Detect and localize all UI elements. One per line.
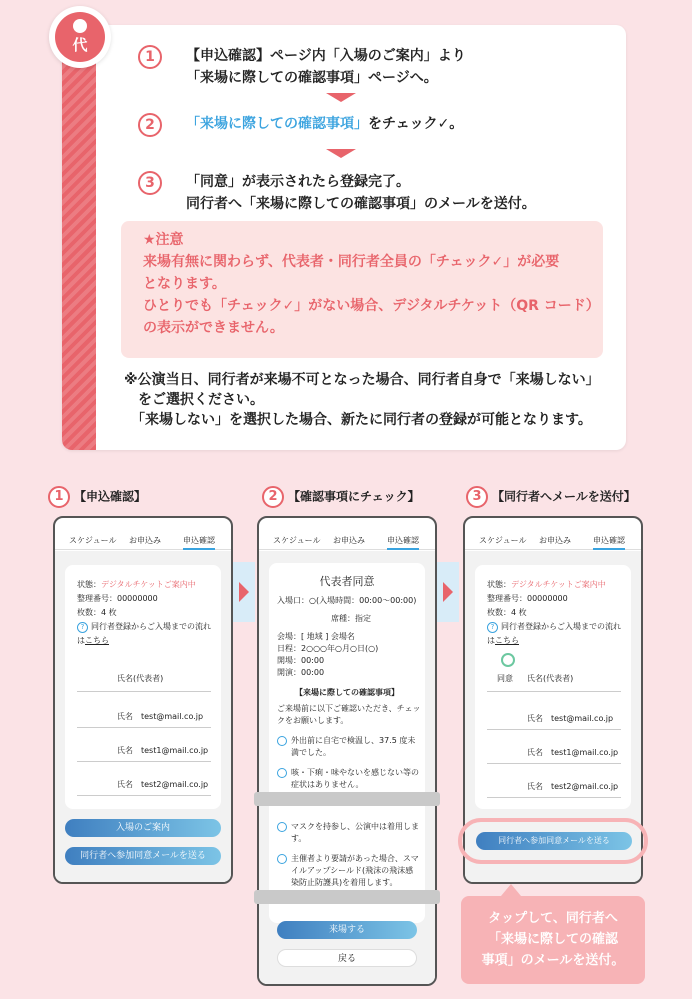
start-time: 開演：00:00 [277,668,325,677]
intro-text: クをお願いします。 [277,716,349,725]
tab-bar [55,518,231,550]
companion-name: 氏名 test@mail.co.jp [527,714,614,723]
back-button[interactable]: 戻る [277,949,417,967]
person-icon [73,19,87,33]
footnote [124,370,614,430]
check-item[interactable]: マスクを持参し、公演中は着用しま [277,821,419,832]
phone-application-confirm [53,516,233,884]
check-circle-icon [277,854,287,864]
check-circle-icon [277,736,287,746]
companion-name: 氏名 test@mail.co.jp [117,712,204,721]
check-circle-icon [277,822,287,832]
instruction-card [62,25,626,450]
ticket-panel: 状態：デジタルチケットご案内中 整理番号：00000000 枚数：4 枚 ? 同行者登録からご入場までの流れ はこちら 氏名(代表者) 氏名 test@mail.co.jp 氏名 test1@mail.co.jp 氏名 test2@mail.co.jp [65,565,221,809]
step-number: 3 [138,171,162,195]
intro-text: ご来場前に以下ご確認いただき、チェッ [277,704,421,713]
tab-confirm[interactable]: 申込確認 [387,535,419,550]
omission-mark [254,890,440,904]
status-value: デジタルチケットご案内中 [511,580,606,589]
tab-apply[interactable]: お申込み [129,536,161,545]
open-time: 開場：00:00 [277,656,325,665]
help-text: 同行者登録からご入場までの流れ [501,622,621,631]
notice-line: となります。 [143,276,226,292]
column-title-2: 2 【確認事項にチェック】 [262,486,420,508]
tab-schedule[interactable]: スケジュール [273,536,321,545]
down-arrow-icon [326,93,356,102]
companion-name: 氏名 test2@mail.co.jp [117,780,209,789]
next-arrow-icon [233,562,255,622]
tap-callout [461,896,645,984]
omission-mark [254,792,440,806]
companion-name: 氏名(代表者) [527,674,574,683]
entry-guide-button[interactable]: 入場のご案内 [65,819,221,837]
tab-confirm[interactable]: 申込確認 [593,535,625,550]
step-2-highlight: 「来場に際しての確認事項」 [186,116,368,132]
footnote-line: ※公演当日、同行者が来場不可となった場合、同行者自身で「来場しない」 [124,372,600,388]
help-icon: ? [77,622,88,633]
step-3-line1: 「同意」が表示されたら登録完了。 [186,174,410,190]
down-arrow-icon [326,149,356,158]
step-3-line2: 同行者へ「来場に際しての確認事項」のメールを送付。 [186,196,536,212]
seat-info: 席種：指定 [331,614,371,623]
venue-info: 会場：[ 地域 ] 会場名 [277,632,355,641]
step-1-line1: 【申込確認】ページ内「入場のご案内」より [186,48,466,64]
attend-button[interactable]: 来場する [277,921,417,939]
ticket-count: 枚数：4 枚 [487,608,527,617]
tab-apply[interactable]: お申込み [539,536,571,545]
help-text: 同行者登録からご入場までの流れ [91,622,211,631]
help-link[interactable]: こちら [85,636,109,645]
notice-line: ひとりでも「チェック✓」がない場合、デジタルチケット（QR コード） [143,298,600,314]
next-arrow-icon [437,562,459,622]
ticket-number: 整理番号：00000000 [487,594,568,603]
tab-apply[interactable]: お申込み [333,536,365,545]
tab-schedule[interactable]: スケジュール [69,536,117,545]
consent-title: 代表者同意 [319,575,375,588]
representative-badge [49,6,111,68]
check-circle-icon [277,768,287,778]
companion-name: 氏名(代表者) [117,674,164,683]
notice-line: の表示ができません。 [143,320,284,336]
check-item[interactable]: 主催者より要請があった場合、スマ [277,853,419,864]
footnote-line: 「来場しない」を選択した場合、新たに同行者の登録が可能となります。 [124,412,592,428]
tab-bar [259,518,435,550]
notice-line: 来場有無に関わらず、代表者・同行者全員の「チェック✓」が必要 [143,254,560,270]
footnote-line: をご選択ください。 [124,392,264,408]
check-item[interactable]: 咳・下痢・味やないを感じない等の [277,767,419,778]
notice-title: ★注意 [143,232,184,248]
step-1-line2: 「来場に際しての確認事項」ページへ。 [186,70,438,86]
companion-name: 氏名 test1@mail.co.jp [117,746,209,755]
step-number: 2 [138,113,162,137]
agree-circle-icon [501,653,515,667]
help-icon: ? [487,622,498,633]
step-number: 1 [138,45,162,69]
step-2-rest: をチェック✓。 [368,116,464,132]
send-consent-mail-button[interactable]: 同行者へ参加同意メールを送る [476,832,632,850]
section-title: 【来場に際しての確認事項】 [295,688,399,697]
companion-name: 氏名 test1@mail.co.jp [527,748,619,757]
help-link[interactable]: こちら [495,636,519,645]
column-title-1: 1 【申込確認】 [48,486,146,508]
tab-schedule[interactable]: スケジュール [479,536,527,545]
status-value: デジタルチケットご案内中 [101,580,196,589]
callout-line: 「来場に際しての確認 [487,932,618,947]
ticket-count: 枚数：4 枚 [77,608,117,617]
check-item[interactable]: 外出前に自宅で検温し、37.5 度未 [277,735,415,746]
callout-line: タップして、同行者へ [488,911,618,926]
send-consent-mail-button[interactable]: 同行者へ参加同意メールを送る [65,847,221,865]
tab-confirm[interactable]: 申込確認 [183,535,215,550]
callout-line: 事項」のメールを送付。 [481,953,625,968]
notice-box [121,221,603,358]
consent-panel: 代表者同意 入場口：○(入場時間：00:00～00:00) 席種：指定 会場：[ 地域 ] 会場名 日程：2○○○年○月○日(○) 開場：00:00 開演：00:00 【来場に際しての確認事項】 ご来場前に以下ご確認いただき、チェッ クをお願いします。 外出前に自宅で検温し、37.5 度未 満でした。 咳・下痢・味やないを感じない等の 症状はありません。 マスクを持参し、公演中は着用しま す。 主催者より要請があった場合、スマ イルアップシールド(飛沫の飛沫感 染防止防護具)を着用します。 [269,563,425,923]
entry-info: 入場口：○(入場時間：00:00～00:00) [277,596,417,605]
ticket-panel: 状態：デジタルチケットご案内中 整理番号：00000000 枚数：4 枚 ? 同行者登録からご入場までの流れ はこちら 同意 氏名(代表者) 氏名 test@mail.co.jp 氏名 test1@mail.co.jp 氏名 test2@mail.co.jp [475,565,631,809]
companion-name: 氏名 test2@mail.co.jp [527,782,619,791]
ticket-number: 整理番号：00000000 [77,594,158,603]
tab-bar [465,518,641,550]
card-stripe [62,25,96,450]
phone-confirm-check [257,516,437,986]
column-title-3: 3 【同行者へメールを送付】 [466,486,636,508]
agree-label: 同意 [497,674,513,683]
date-info: 日程：2○○○年○月○日(○) [277,644,379,653]
badge-label: 代 [72,36,88,54]
